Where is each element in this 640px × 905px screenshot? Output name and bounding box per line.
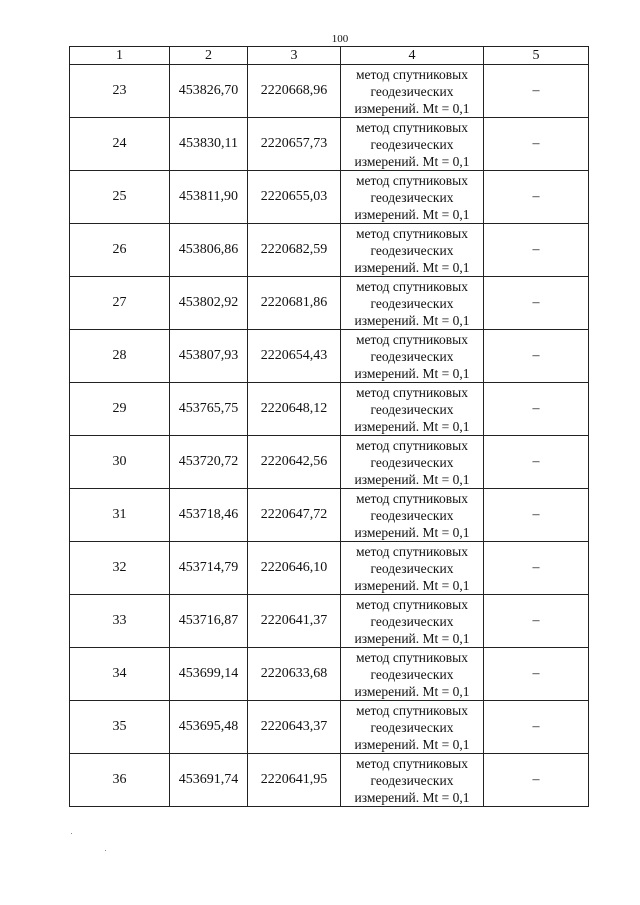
point-number-cell: 30 bbox=[70, 436, 170, 489]
table-header bbox=[70, 47, 589, 65]
method-cell: метод спутниковых геодезических измерений. Mt = 0,1 bbox=[341, 489, 484, 542]
x-coordinate-cell: 453691,74 bbox=[170, 754, 248, 807]
point-number-cell: 29 bbox=[70, 383, 170, 436]
point-number-cell: 26 bbox=[70, 224, 170, 277]
table-row bbox=[70, 65, 589, 118]
point-number-cell: 24 bbox=[70, 118, 170, 171]
note-cell: – bbox=[484, 595, 589, 648]
table-row bbox=[70, 542, 589, 595]
x-coordinate-cell: 453695,48 bbox=[170, 701, 248, 754]
table-row bbox=[70, 330, 589, 383]
x-coordinate-cell: 453806,86 bbox=[170, 224, 248, 277]
table-row bbox=[70, 754, 589, 807]
y-coordinate-cell: 2220648,12 bbox=[248, 383, 341, 436]
x-coordinate-cell: 453718,46 bbox=[170, 489, 248, 542]
y-coordinate-cell: 2220655,03 bbox=[248, 171, 341, 224]
y-coordinate-cell: 2220641,95 bbox=[248, 754, 341, 807]
x-coordinate-cell: 453811,90 bbox=[170, 171, 248, 224]
note-cell: – bbox=[484, 701, 589, 754]
point-number-cell: 32 bbox=[70, 542, 170, 595]
x-coordinate-cell: 453765,75 bbox=[170, 383, 248, 436]
column-header-1: 1 bbox=[70, 47, 170, 65]
method-cell: метод спутниковых геодезических измерений. Mt = 0,1 bbox=[341, 542, 484, 595]
x-coordinate-cell: 453714,79 bbox=[170, 542, 248, 595]
note-cell: – bbox=[484, 224, 589, 277]
method-cell: метод спутниковых геодезических измерений. Mt = 0,1 bbox=[341, 701, 484, 754]
method-cell: метод спутниковых геодезических измерений. Mt = 0,1 bbox=[341, 65, 484, 118]
method-cell: метод спутниковых геодезических измерений. Mt = 0,1 bbox=[341, 595, 484, 648]
table-row bbox=[70, 171, 589, 224]
y-coordinate-cell: 2220641,37 bbox=[248, 595, 341, 648]
y-coordinate-cell: 2220657,73 bbox=[248, 118, 341, 171]
table-row bbox=[70, 436, 589, 489]
method-cell: метод спутниковых геодезических измерений. Mt = 0,1 bbox=[341, 648, 484, 701]
note-cell: – bbox=[484, 489, 589, 542]
scan-speck bbox=[71, 833, 72, 834]
point-number-cell: 23 bbox=[70, 65, 170, 118]
note-cell: – bbox=[484, 118, 589, 171]
table-row bbox=[70, 595, 589, 648]
table-body bbox=[70, 65, 589, 807]
method-cell: метод спутниковых геодезических измерений. Mt = 0,1 bbox=[341, 224, 484, 277]
table-row bbox=[70, 277, 589, 330]
table-row bbox=[70, 383, 589, 436]
x-coordinate-cell: 453720,72 bbox=[170, 436, 248, 489]
y-coordinate-cell: 2220646,10 bbox=[248, 542, 341, 595]
y-coordinate-cell: 2220668,96 bbox=[248, 65, 341, 118]
scan-speck bbox=[105, 850, 106, 851]
table-row bbox=[70, 224, 589, 277]
note-cell: – bbox=[484, 171, 589, 224]
column-header-2: 2 bbox=[170, 47, 248, 65]
note-cell: – bbox=[484, 277, 589, 330]
y-coordinate-cell: 2220681,86 bbox=[248, 277, 341, 330]
coordinates-table bbox=[69, 46, 589, 807]
method-cell: метод спутниковых геодезических измерений. Mt = 0,1 bbox=[341, 754, 484, 807]
note-cell: – bbox=[484, 754, 589, 807]
y-coordinate-cell: 2220633,68 bbox=[248, 648, 341, 701]
y-coordinate-cell: 2220643,37 bbox=[248, 701, 341, 754]
x-coordinate-cell: 453699,14 bbox=[170, 648, 248, 701]
y-coordinate-cell: 2220647,72 bbox=[248, 489, 341, 542]
method-cell: метод спутниковых геодезических измерений. Mt = 0,1 bbox=[341, 330, 484, 383]
point-number-cell: 36 bbox=[70, 754, 170, 807]
x-coordinate-cell: 453826,70 bbox=[170, 65, 248, 118]
note-cell: – bbox=[484, 65, 589, 118]
method-cell: метод спутниковых геодезических измерений. Mt = 0,1 bbox=[341, 436, 484, 489]
table-row bbox=[70, 489, 589, 542]
y-coordinate-cell: 2220642,56 bbox=[248, 436, 341, 489]
table-row bbox=[70, 701, 589, 754]
method-cell: метод спутниковых геодезических измерений. Mt = 0,1 bbox=[341, 118, 484, 171]
table-row bbox=[70, 118, 589, 171]
header-row bbox=[70, 47, 589, 65]
column-header-5: 5 bbox=[484, 47, 589, 65]
note-cell: – bbox=[484, 330, 589, 383]
column-header-4: 4 bbox=[341, 47, 484, 65]
note-cell: – bbox=[484, 383, 589, 436]
point-number-cell: 31 bbox=[70, 489, 170, 542]
note-cell: – bbox=[484, 648, 589, 701]
point-number-cell: 33 bbox=[70, 595, 170, 648]
page-number: 100 bbox=[331, 33, 349, 45]
method-cell: метод спутниковых геодезических измерений. Mt = 0,1 bbox=[341, 383, 484, 436]
x-coordinate-cell: 453830,11 bbox=[170, 118, 248, 171]
y-coordinate-cell: 2220654,43 bbox=[248, 330, 341, 383]
point-number-cell: 27 bbox=[70, 277, 170, 330]
y-coordinate-cell: 2220682,59 bbox=[248, 224, 341, 277]
method-cell: метод спутниковых геодезических измерений. Mt = 0,1 bbox=[341, 277, 484, 330]
point-number-cell: 28 bbox=[70, 330, 170, 383]
point-number-cell: 35 bbox=[70, 701, 170, 754]
point-number-cell: 25 bbox=[70, 171, 170, 224]
column-header-3: 3 bbox=[248, 47, 341, 65]
note-cell: – bbox=[484, 436, 589, 489]
table-row bbox=[70, 648, 589, 701]
point-number-cell: 34 bbox=[70, 648, 170, 701]
x-coordinate-cell: 453802,92 bbox=[170, 277, 248, 330]
x-coordinate-cell: 453807,93 bbox=[170, 330, 248, 383]
method-cell: метод спутниковых геодезических измерений. Mt = 0,1 bbox=[341, 171, 484, 224]
x-coordinate-cell: 453716,87 bbox=[170, 595, 248, 648]
note-cell: – bbox=[484, 542, 589, 595]
